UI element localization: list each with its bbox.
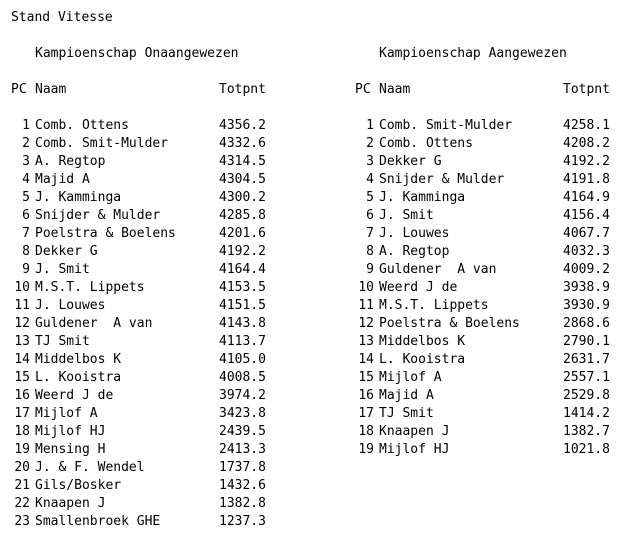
name-cell: L. Kooistra bbox=[379, 352, 466, 367]
table-row bbox=[11, 315, 301, 333]
points-cell: 1382.7 bbox=[563, 424, 610, 439]
name-cell: Guldener A van bbox=[35, 316, 153, 331]
name-cell: J. Smit bbox=[379, 208, 434, 223]
name-cell: Middelbos K bbox=[35, 352, 122, 367]
rank-cell: 15 bbox=[358, 370, 374, 385]
table-row bbox=[355, 441, 638, 459]
name-cell: M.S.T. Lippets bbox=[379, 298, 489, 313]
table-row bbox=[355, 189, 638, 207]
name-cell: Smallenbroek GHE bbox=[35, 514, 161, 529]
points-cell: 4192.2 bbox=[219, 244, 266, 259]
rank-cell: 22 bbox=[14, 496, 30, 511]
table-row bbox=[355, 171, 638, 189]
table-row bbox=[355, 135, 638, 153]
table-row bbox=[355, 387, 638, 405]
rank-cell: 16 bbox=[358, 388, 374, 403]
points-cell: 2790.1 bbox=[563, 334, 610, 349]
points-cell: 1737.8 bbox=[219, 460, 266, 475]
points-cell: 4008.5 bbox=[219, 370, 266, 385]
column-header-name: Naam bbox=[35, 82, 67, 97]
table-row bbox=[11, 459, 301, 477]
table-row bbox=[11, 405, 301, 423]
table-row bbox=[11, 441, 301, 459]
rank-cell: 10 bbox=[358, 280, 374, 295]
rank-cell: 6 bbox=[22, 208, 30, 223]
rank-cell: 13 bbox=[358, 334, 374, 349]
points-cell: 2557.1 bbox=[563, 370, 610, 385]
points-cell: 4304.5 bbox=[219, 172, 266, 187]
rank-cell: 10 bbox=[14, 280, 30, 295]
table-header bbox=[355, 81, 638, 99]
rank-cell: 11 bbox=[358, 298, 374, 313]
name-cell: Poelstra & Boelens bbox=[35, 226, 176, 241]
rank-cell: 1 bbox=[22, 118, 30, 133]
table-row bbox=[355, 369, 638, 387]
table-row bbox=[355, 297, 638, 315]
rank-cell: 9 bbox=[22, 262, 30, 277]
rank-cell: 7 bbox=[366, 226, 374, 241]
rank-cell: 1 bbox=[366, 118, 374, 133]
table-row bbox=[11, 171, 301, 189]
name-cell: Dekker G bbox=[379, 154, 442, 169]
points-cell: 4009.2 bbox=[563, 262, 610, 277]
points-cell: 1237.3 bbox=[219, 514, 266, 529]
table-row bbox=[355, 351, 638, 369]
column-header-pc: PC bbox=[11, 82, 27, 97]
rank-cell: 14 bbox=[358, 352, 374, 367]
ranking-list-unassigned bbox=[11, 117, 301, 531]
name-cell: J. Kamminga bbox=[379, 190, 466, 205]
points-cell: 3930.9 bbox=[563, 298, 610, 313]
table-row bbox=[355, 423, 638, 441]
name-cell: A. Regtop bbox=[379, 244, 450, 259]
name-cell: Dekker G bbox=[35, 244, 98, 259]
name-cell: Knaapen J bbox=[35, 496, 106, 511]
rank-cell: 5 bbox=[366, 190, 374, 205]
column-header-points: Totpnt bbox=[219, 82, 266, 97]
points-cell: 4356.2 bbox=[219, 118, 266, 133]
rank-cell: 2 bbox=[22, 136, 30, 151]
table-row bbox=[11, 261, 301, 279]
table-row bbox=[355, 225, 638, 243]
points-cell: 4151.5 bbox=[219, 298, 266, 313]
rank-cell: 3 bbox=[366, 154, 374, 169]
points-cell: 1382.8 bbox=[219, 496, 266, 511]
points-cell: 3974.2 bbox=[219, 388, 266, 403]
points-cell: 2868.6 bbox=[563, 316, 610, 331]
table-header bbox=[11, 81, 301, 99]
points-cell: 1414.2 bbox=[563, 406, 610, 421]
rank-cell: 19 bbox=[14, 442, 30, 457]
points-cell: 1021.8 bbox=[563, 442, 610, 457]
points-cell: 4156.4 bbox=[563, 208, 610, 223]
table-row bbox=[11, 369, 301, 387]
points-cell: 2413.3 bbox=[219, 442, 266, 457]
name-cell: Snijder & Mulder bbox=[379, 172, 505, 187]
table-row bbox=[11, 117, 301, 135]
table-row bbox=[355, 333, 638, 351]
rank-cell: 14 bbox=[14, 352, 30, 367]
name-cell: Comb. Smit-Mulder bbox=[35, 136, 169, 151]
table-row bbox=[355, 117, 638, 135]
rank-cell: 11 bbox=[14, 298, 30, 313]
points-cell: 4192.2 bbox=[563, 154, 610, 169]
points-cell: 4032.3 bbox=[563, 244, 610, 259]
column-header-points: Totpnt bbox=[563, 82, 610, 97]
points-cell: 4300.2 bbox=[219, 190, 266, 205]
points-cell: 4153.5 bbox=[219, 280, 266, 295]
rank-cell: 12 bbox=[14, 316, 30, 331]
points-cell: 2439.5 bbox=[219, 424, 266, 439]
rank-cell: 16 bbox=[14, 388, 30, 403]
rank-cell: 17 bbox=[14, 406, 30, 421]
table-row bbox=[355, 279, 638, 297]
points-cell: 1432.6 bbox=[219, 478, 266, 493]
table-row bbox=[11, 423, 301, 441]
rank-cell: 15 bbox=[14, 370, 30, 385]
points-cell: 4314.5 bbox=[219, 154, 266, 169]
table-row bbox=[11, 387, 301, 405]
table-row bbox=[355, 261, 638, 279]
page-title: Stand Vitesse bbox=[11, 10, 113, 25]
rank-cell: 13 bbox=[14, 334, 30, 349]
points-cell: 4164.4 bbox=[219, 262, 266, 277]
section-title-unassigned: Kampioenschap Onaangewezen bbox=[35, 46, 239, 61]
name-cell: M.S.T. Lippets bbox=[35, 280, 145, 295]
ranking-list-assigned bbox=[355, 117, 638, 459]
section-title-assigned: Kampioenschap Aangewezen bbox=[379, 46, 567, 61]
table-row bbox=[11, 225, 301, 243]
rank-cell: 4 bbox=[366, 172, 374, 187]
name-cell: J. Louwes bbox=[379, 226, 450, 241]
name-cell: TJ Smit bbox=[379, 406, 434, 421]
table-row bbox=[355, 243, 638, 261]
name-cell: Guldener A van bbox=[379, 262, 497, 277]
rank-cell: 8 bbox=[366, 244, 374, 259]
table-row bbox=[11, 477, 301, 495]
name-cell: Mijlof A bbox=[35, 406, 98, 421]
table-row bbox=[11, 207, 301, 225]
table-row bbox=[11, 243, 301, 261]
table-row bbox=[11, 495, 301, 513]
table-row bbox=[11, 351, 301, 369]
name-cell: J. Smit bbox=[35, 262, 90, 277]
name-cell: J. Louwes bbox=[35, 298, 106, 313]
table-row bbox=[355, 315, 638, 333]
table-row bbox=[355, 153, 638, 171]
rank-cell: 5 bbox=[22, 190, 30, 205]
rank-cell: 2 bbox=[366, 136, 374, 151]
points-cell: 4191.8 bbox=[563, 172, 610, 187]
points-cell: 4113.7 bbox=[219, 334, 266, 349]
column-header-pc: PC bbox=[355, 82, 371, 97]
name-cell: Weerd J de bbox=[379, 280, 458, 295]
points-cell: 4332.6 bbox=[219, 136, 266, 151]
points-cell: 4201.6 bbox=[219, 226, 266, 241]
points-cell: 4208.2 bbox=[563, 136, 610, 151]
rank-cell: 9 bbox=[366, 262, 374, 277]
points-cell: 2529.8 bbox=[563, 388, 610, 403]
name-cell: Poelstra & Boelens bbox=[379, 316, 520, 331]
rank-cell: 12 bbox=[358, 316, 374, 331]
points-cell: 4067.7 bbox=[563, 226, 610, 241]
table-row bbox=[355, 207, 638, 225]
table-row bbox=[11, 189, 301, 207]
points-cell: 4164.9 bbox=[563, 190, 610, 205]
name-cell: Gils/Bosker bbox=[35, 478, 122, 493]
rank-cell: 20 bbox=[14, 460, 30, 475]
name-cell: Comb. Ottens bbox=[35, 118, 129, 133]
table-row bbox=[11, 297, 301, 315]
name-cell: Majid A bbox=[35, 172, 90, 187]
points-cell: 4285.8 bbox=[219, 208, 266, 223]
points-cell: 4143.8 bbox=[219, 316, 266, 331]
name-cell: Comb. Ottens bbox=[379, 136, 473, 151]
rank-cell: 7 bbox=[22, 226, 30, 241]
table-row bbox=[355, 405, 638, 423]
name-cell: A. Regtop bbox=[35, 154, 106, 169]
rank-cell: 18 bbox=[14, 424, 30, 439]
name-cell: Middelbos K bbox=[379, 334, 466, 349]
name-cell: J. Kamminga bbox=[35, 190, 122, 205]
name-cell: TJ Smit bbox=[35, 334, 90, 349]
column-header-name: Naam bbox=[379, 82, 411, 97]
name-cell: Mijlof HJ bbox=[35, 424, 106, 439]
rank-cell: 21 bbox=[14, 478, 30, 493]
rank-cell: 6 bbox=[366, 208, 374, 223]
name-cell: Snijder & Mulder bbox=[35, 208, 161, 223]
rank-cell: 19 bbox=[358, 442, 374, 457]
rank-cell: 4 bbox=[22, 172, 30, 187]
points-cell: 2631.7 bbox=[563, 352, 610, 367]
rank-cell: 3 bbox=[22, 154, 30, 169]
name-cell: Weerd J de bbox=[35, 388, 114, 403]
name-cell: Mijlof HJ bbox=[379, 442, 450, 457]
table-row bbox=[11, 279, 301, 297]
name-cell: J. & F. Wendel bbox=[35, 460, 145, 475]
name-cell: Knaapen J bbox=[379, 424, 450, 439]
table-row bbox=[11, 153, 301, 171]
rank-cell: 17 bbox=[358, 406, 374, 421]
name-cell: Mijlof A bbox=[379, 370, 442, 385]
points-cell: 3423.8 bbox=[219, 406, 266, 421]
points-cell: 4258.1 bbox=[563, 118, 610, 133]
points-cell: 3938.9 bbox=[563, 280, 610, 295]
table-row bbox=[11, 333, 301, 351]
name-cell: Mensing H bbox=[35, 442, 106, 457]
table-row bbox=[11, 513, 301, 531]
rank-cell: 23 bbox=[14, 514, 30, 529]
name-cell: L. Kooistra bbox=[35, 370, 122, 385]
rank-cell: 8 bbox=[22, 244, 30, 259]
points-cell: 4105.0 bbox=[219, 352, 266, 367]
name-cell: Majid A bbox=[379, 388, 434, 403]
name-cell: Comb. Smit-Mulder bbox=[379, 118, 513, 133]
rank-cell: 18 bbox=[358, 424, 374, 439]
table-row bbox=[11, 135, 301, 153]
